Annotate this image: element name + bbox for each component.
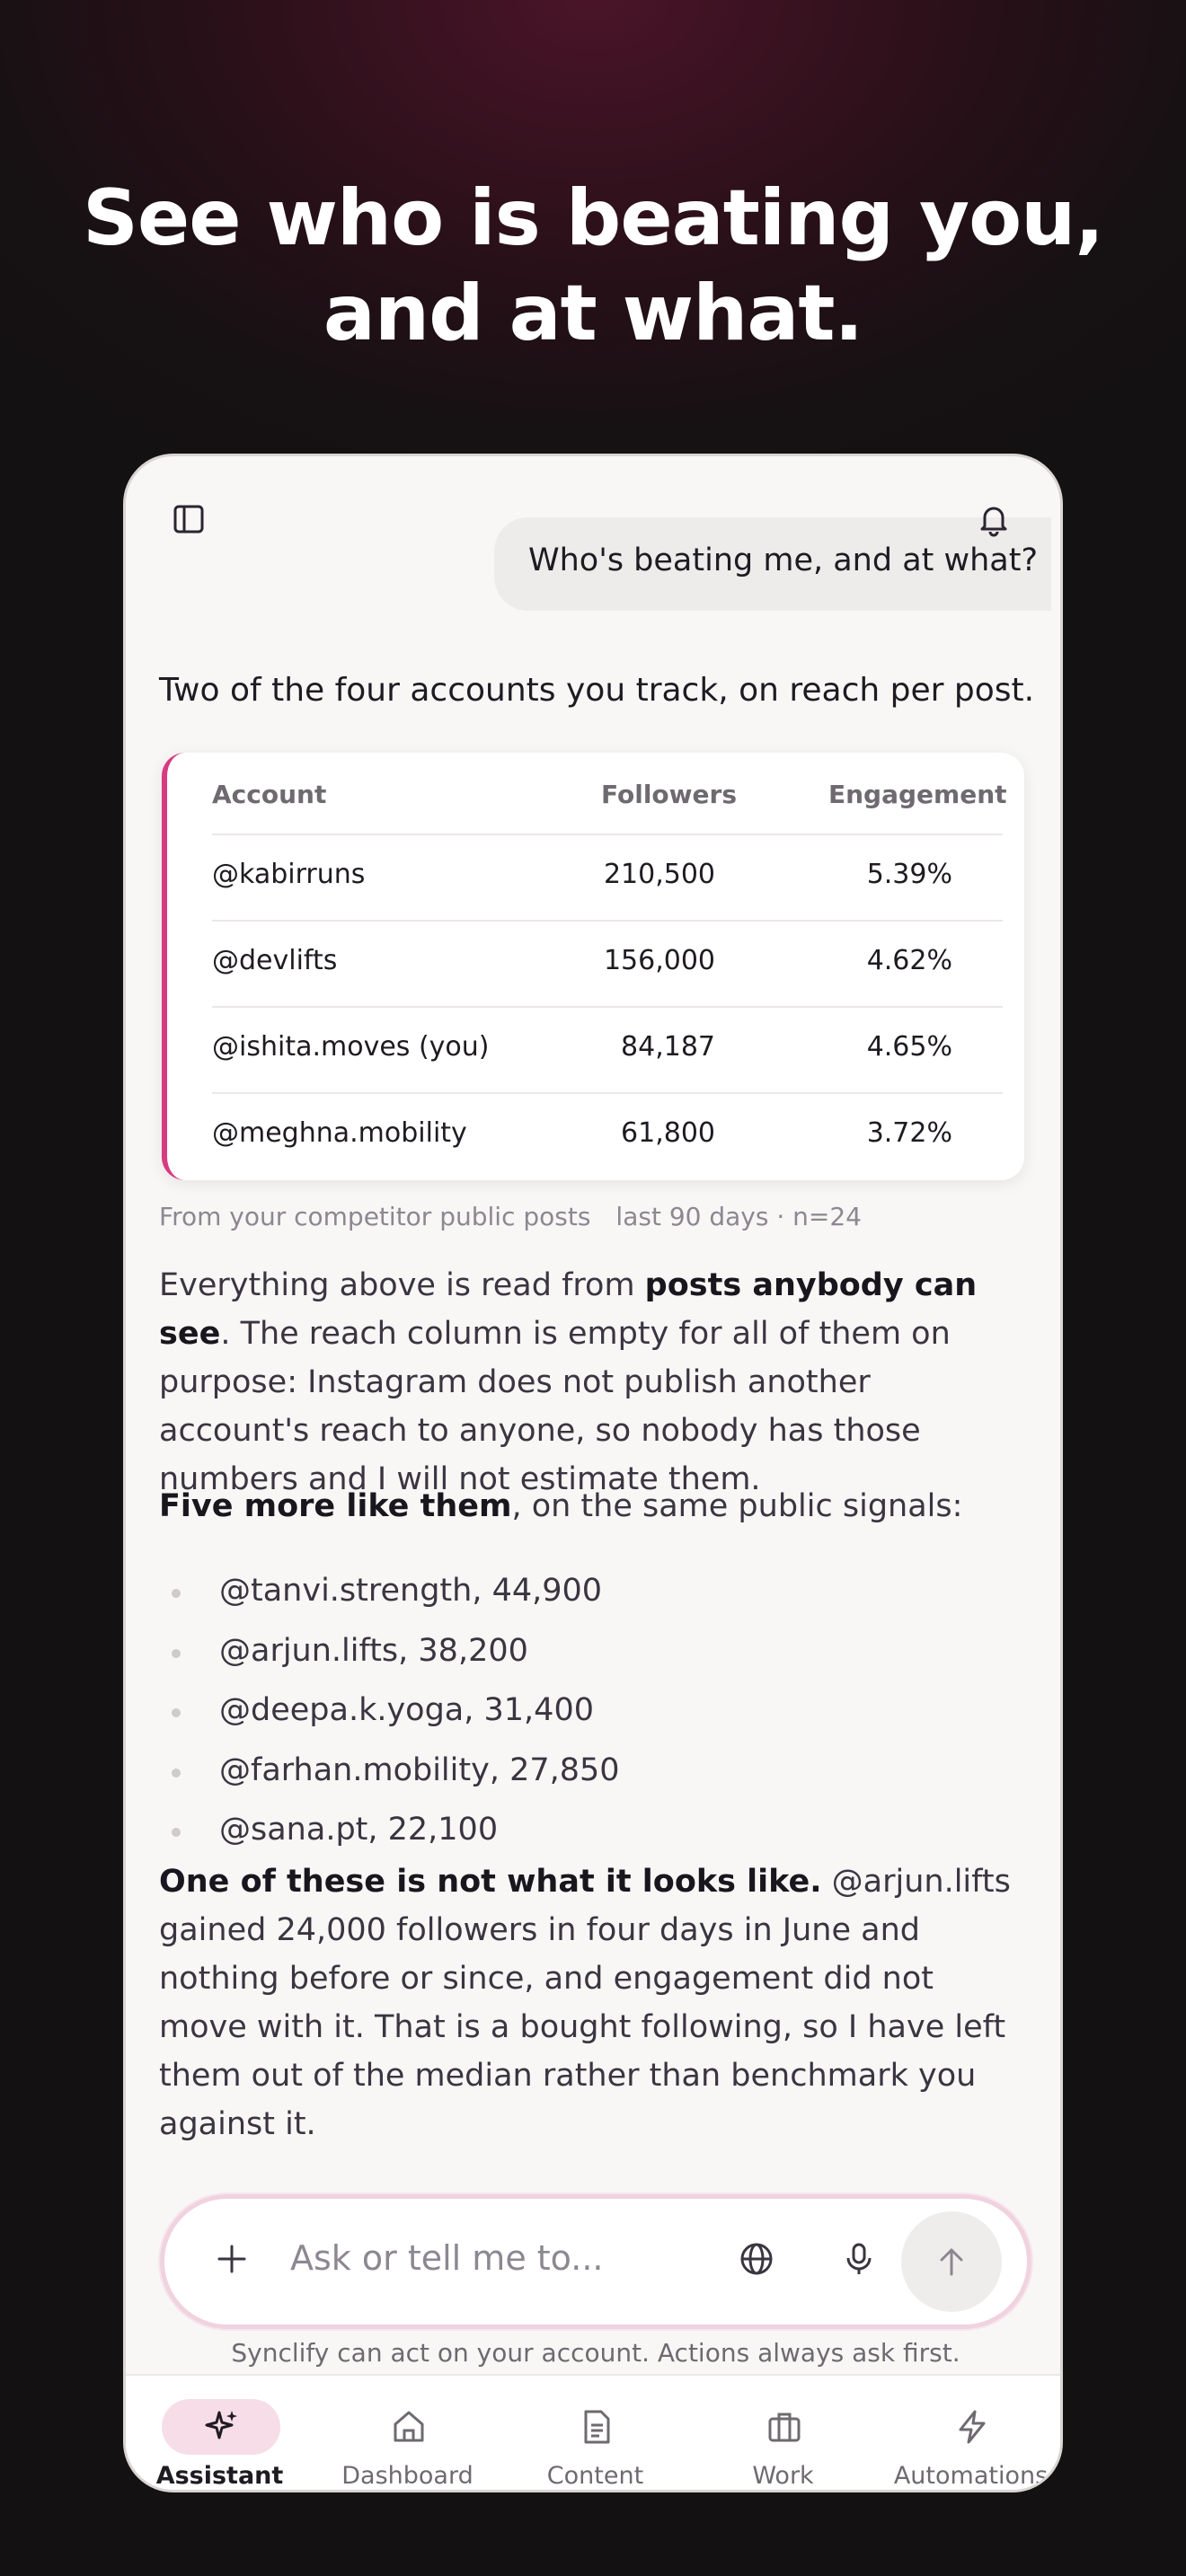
user-message-bubble xyxy=(494,517,1051,611)
list-item xyxy=(159,1805,968,1866)
bullet-icon xyxy=(172,1769,181,1778)
para1-bold: posts anybody can see xyxy=(159,1267,978,1352)
bullet-icon xyxy=(172,1649,181,1658)
list-item-text: @tanvi.strength, 44,900 xyxy=(219,1573,603,1609)
cell-engagement: 5.39% xyxy=(866,859,952,890)
document-icon xyxy=(577,2407,616,2447)
para3-text: @arjun.lifts gained 24,000 followers in four days in June and nothing before or since, and engagement did not move with it. That is a bought following, so I have left them out of the median rather than benchmark you against it. xyxy=(159,1864,1011,2142)
user-message-text: Who's beating me, and at what? xyxy=(528,543,1039,578)
phone-frame xyxy=(123,454,1063,2492)
cell-account: @ishita.moves (you) xyxy=(212,1031,490,1063)
cell-engagement: 4.65% xyxy=(866,1031,952,1063)
cell-account: @kabirruns xyxy=(212,859,366,890)
list-item xyxy=(159,1686,968,1746)
assistant-intro: Two of the four accounts you track, on reach per post. xyxy=(159,672,1035,709)
cell-followers: 156,000 xyxy=(603,945,715,976)
list-item-text: @arjun.lifts, 38,200 xyxy=(219,1632,528,1669)
cell-followers: 210,500 xyxy=(603,859,715,890)
assistant-paragraph-2 xyxy=(159,1482,1022,1531)
para1-text-after: . The reach column is empty for all of them on purpose: Instagram does not publish another account's reach to anyone, so nobody has those numbers and I will not estimate them. xyxy=(159,1316,951,1497)
list-item-text: @sana.pt, 22,100 xyxy=(219,1812,499,1848)
list-item xyxy=(159,1627,968,1687)
table-row xyxy=(212,1006,1003,1092)
bullet-icon xyxy=(172,1708,181,1717)
tab-automations[interactable] xyxy=(877,2376,1063,2492)
send-button[interactable] xyxy=(901,2211,1002,2312)
sidebar-toggle-icon[interactable] xyxy=(171,501,207,537)
assistant-paragraph-1 xyxy=(159,1261,1022,1504)
table-row xyxy=(212,920,1003,1006)
bottom-tab-bar xyxy=(126,2374,1063,2492)
column-header-followers: Followers xyxy=(601,780,737,809)
chat-composer xyxy=(160,2194,1031,2329)
bullet-icon xyxy=(172,1828,181,1837)
bullet-icon xyxy=(172,1589,181,1598)
list-item-text: @deepa.k.yoga, 31,400 xyxy=(219,1692,594,1728)
tab-dashboard[interactable] xyxy=(314,2376,501,2492)
cell-engagement: 3.72% xyxy=(866,1117,952,1149)
arrow-up-icon xyxy=(934,2244,969,2280)
list-item xyxy=(159,1566,968,1627)
list-item xyxy=(159,1746,968,1806)
bell-icon[interactable] xyxy=(976,501,1012,537)
tab-label: Assistant xyxy=(155,2462,284,2490)
source-range: last 90 days · n=24 xyxy=(615,1202,862,1231)
tab-content[interactable] xyxy=(501,2376,689,2492)
column-header-engagement: Engagement xyxy=(828,780,1007,809)
para1-text: Everything above is read from xyxy=(159,1267,645,1303)
para2-text: , on the same public signals: xyxy=(511,1488,963,1524)
accounts-table xyxy=(162,753,1024,1180)
tab-label: Content xyxy=(546,2462,644,2490)
headline xyxy=(0,171,1186,361)
home-icon xyxy=(389,2407,429,2447)
table-source-note xyxy=(159,1202,862,1231)
table-row xyxy=(212,1092,1003,1178)
para2-bold: Five more like them xyxy=(159,1488,512,1524)
composer-input[interactable]: Ask or tell me to... xyxy=(290,2238,604,2278)
tab-label: Automations xyxy=(893,2462,1049,2490)
microphone-icon[interactable] xyxy=(840,2240,878,2278)
column-header-account: Account xyxy=(212,780,327,809)
similar-accounts-list xyxy=(159,1566,968,1866)
cell-account: @devlifts xyxy=(212,945,338,976)
tab-work[interactable] xyxy=(689,2376,877,2492)
lightning-icon xyxy=(952,2407,992,2447)
headline-line-2: and at what. xyxy=(323,269,863,358)
cell-followers: 84,187 xyxy=(621,1031,715,1063)
source-label: From your competitor public posts xyxy=(159,1202,591,1231)
tab-label: Dashboard xyxy=(341,2462,474,2490)
tab-label: Work xyxy=(752,2462,814,2490)
globe-icon[interactable] xyxy=(738,2240,775,2278)
sparkle-icon xyxy=(201,2407,241,2447)
cell-engagement: 4.62% xyxy=(866,945,952,976)
para3-bold: One of these is not what it looks like. xyxy=(159,1864,822,1900)
cell-account: @meghna.mobility xyxy=(212,1117,467,1149)
list-item-text: @farhan.mobility, 27,850 xyxy=(219,1751,620,1788)
briefcase-icon xyxy=(765,2407,804,2447)
composer-disclaimer: Synclify can act on your account. Actions always ask first. xyxy=(231,2338,960,2368)
assistant-paragraph-3 xyxy=(159,1857,1022,2148)
cell-followers: 61,800 xyxy=(621,1117,715,1149)
headline-line-1: See who is beating you, xyxy=(82,173,1104,263)
tab-assistant[interactable] xyxy=(126,2376,314,2492)
plus-icon[interactable] xyxy=(211,2238,252,2280)
table-row xyxy=(212,834,1003,920)
